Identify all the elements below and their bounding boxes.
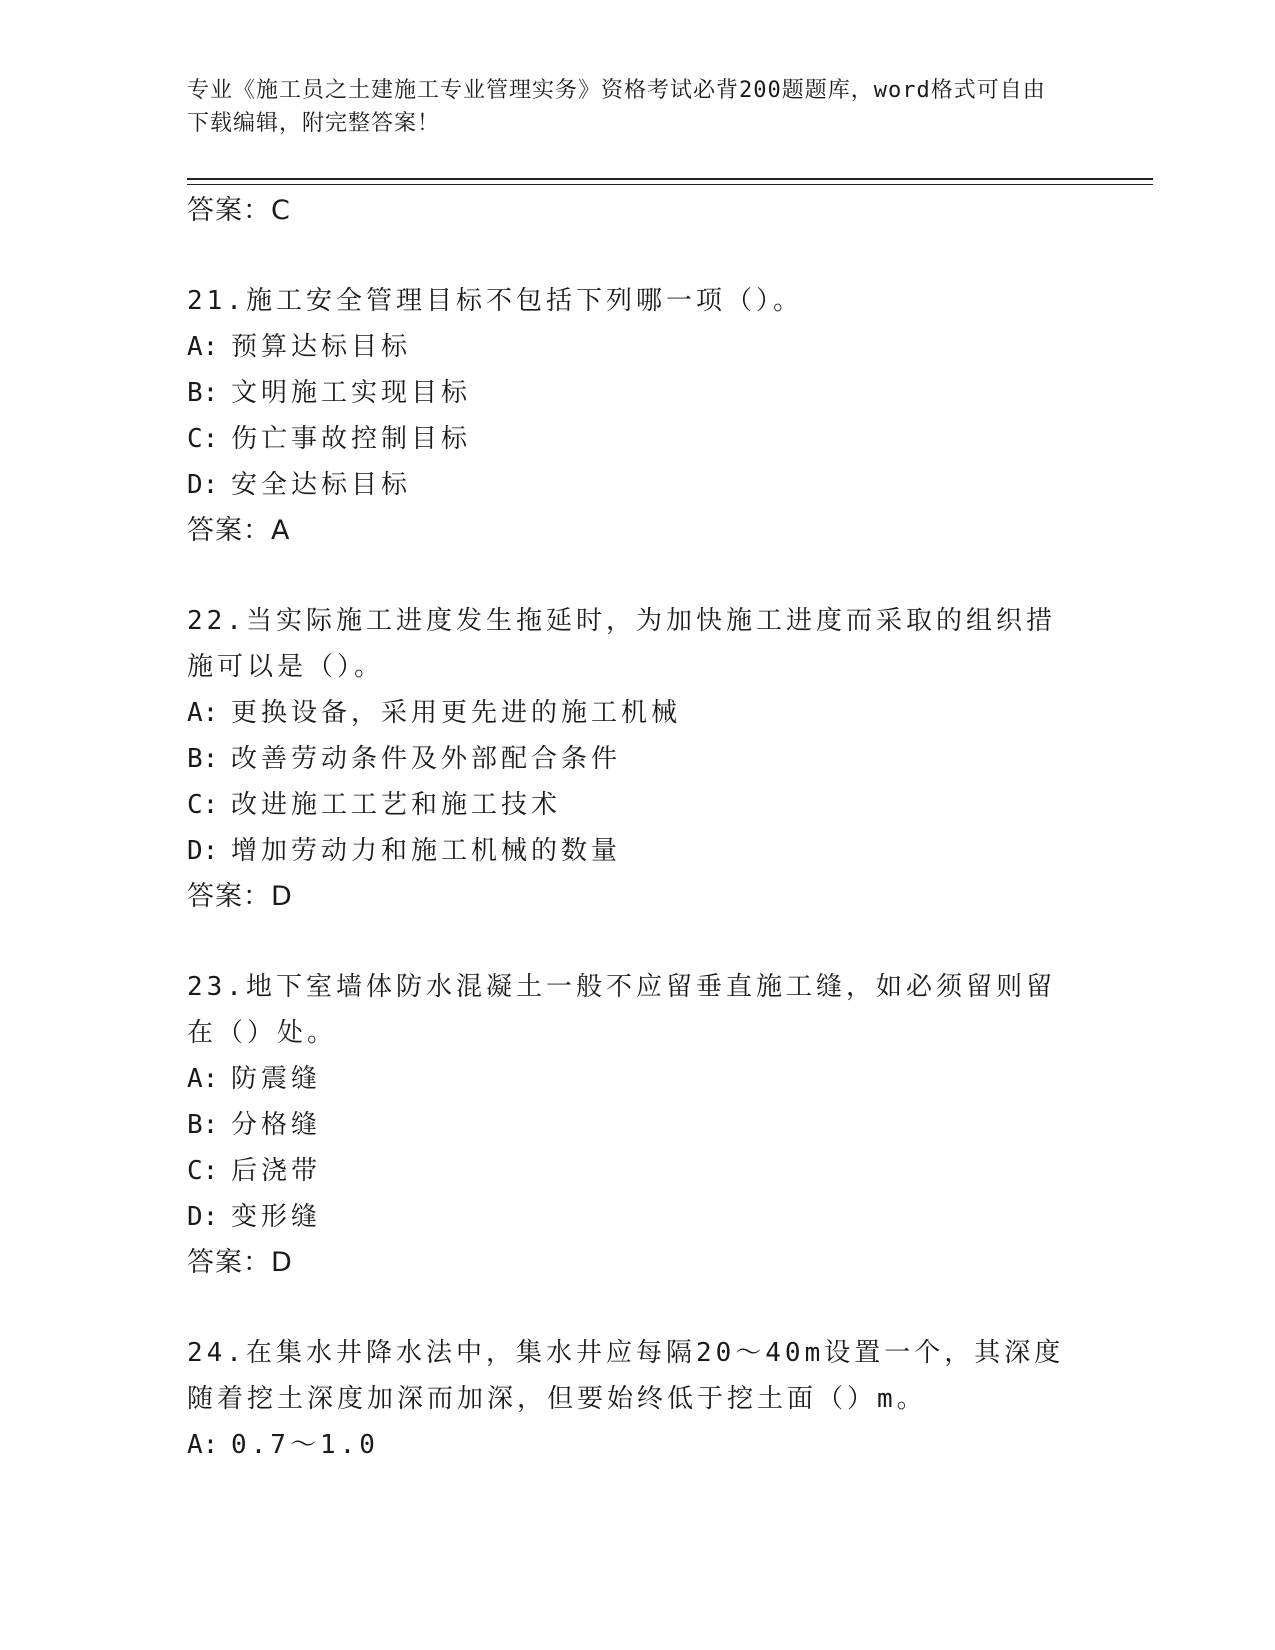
option-letter: C:	[187, 1156, 219, 1186]
document-header: 专业《施工员之土建施工专业管理实务》资格考试必背200题题库，word格式可自由下载编辑，附完整答案！	[187, 78, 1046, 136]
question-text: 24.在集水井降水法中，集水井应每隔20～40m设置一个，其深度随着挖土深度加深而加深，但要始终低于挖土面（）m。	[187, 1338, 1065, 1414]
option-letter: A:	[187, 1430, 219, 1460]
option-text: 增加劳动力和施工机械的数量	[231, 836, 622, 866]
option-letter: A:	[187, 1064, 219, 1094]
answer-line: 答案：C	[187, 195, 291, 226]
option-item	[187, 1422, 1087, 1468]
spacer	[187, 554, 1087, 598]
spacer	[187, 920, 1087, 964]
option-item	[187, 828, 1087, 874]
option-item	[187, 690, 1087, 736]
option-text: 防震缝	[231, 1064, 322, 1094]
option-letter: A:	[187, 332, 219, 362]
question-text: 23.地下室墙体防水混凝土一般不应留垂直施工缝，如必须留则留在（）处。	[187, 972, 1056, 1048]
answer-line: 答案：D	[187, 1247, 293, 1278]
spacer	[187, 1286, 1087, 1330]
option-item	[187, 736, 1087, 782]
option-item	[187, 1056, 1087, 1102]
option-item	[187, 462, 1087, 508]
option-text: 伤亡事故控制目标	[231, 424, 472, 454]
header-rule-thick	[187, 178, 1153, 180]
option-text: 改善劳动条件及外部配合条件	[231, 744, 622, 774]
option-letter: B:	[187, 744, 219, 774]
option-text: 预算达标目标	[231, 332, 412, 362]
option-letter: D:	[187, 1202, 219, 1232]
option-letter: B:	[187, 1110, 219, 1140]
option-letter: A:	[187, 698, 219, 728]
option-text: 更换设备，采用更先进的施工机械	[231, 698, 682, 728]
option-item	[187, 1194, 1087, 1240]
answer-line: 答案：D	[187, 881, 293, 912]
option-text: 分格缝	[231, 1110, 322, 1140]
option-text: 改进施工工艺和施工技术	[231, 790, 562, 820]
option-item	[187, 370, 1087, 416]
option-text: 后浇带	[231, 1156, 322, 1186]
option-letter: C:	[187, 790, 219, 820]
option-letter: C:	[187, 424, 219, 454]
option-item	[187, 1102, 1087, 1148]
option-item	[187, 324, 1087, 370]
answer-line: 答案：A	[187, 515, 291, 546]
document-body	[187, 188, 1087, 1468]
option-item	[187, 416, 1087, 462]
option-item	[187, 782, 1087, 828]
option-text: 变形缝	[231, 1202, 322, 1232]
question-text: 21.施工安全管理目标不包括下列哪一项（）。	[187, 286, 803, 316]
question-text: 22.当实际施工进度发生拖延时，为加快施工进度而采取的组织措施可以是（）。	[187, 606, 1056, 682]
option-text: 文明施工实现目标	[231, 378, 472, 408]
option-item	[187, 1148, 1087, 1194]
header-rule-thin	[187, 184, 1153, 185]
option-letter: D:	[187, 470, 219, 500]
option-letter: D:	[187, 836, 219, 866]
option-letter: B:	[187, 378, 219, 408]
option-text: 安全达标目标	[231, 470, 412, 500]
spacer	[187, 234, 1087, 278]
option-text: 0.7～1.0	[231, 1430, 379, 1460]
